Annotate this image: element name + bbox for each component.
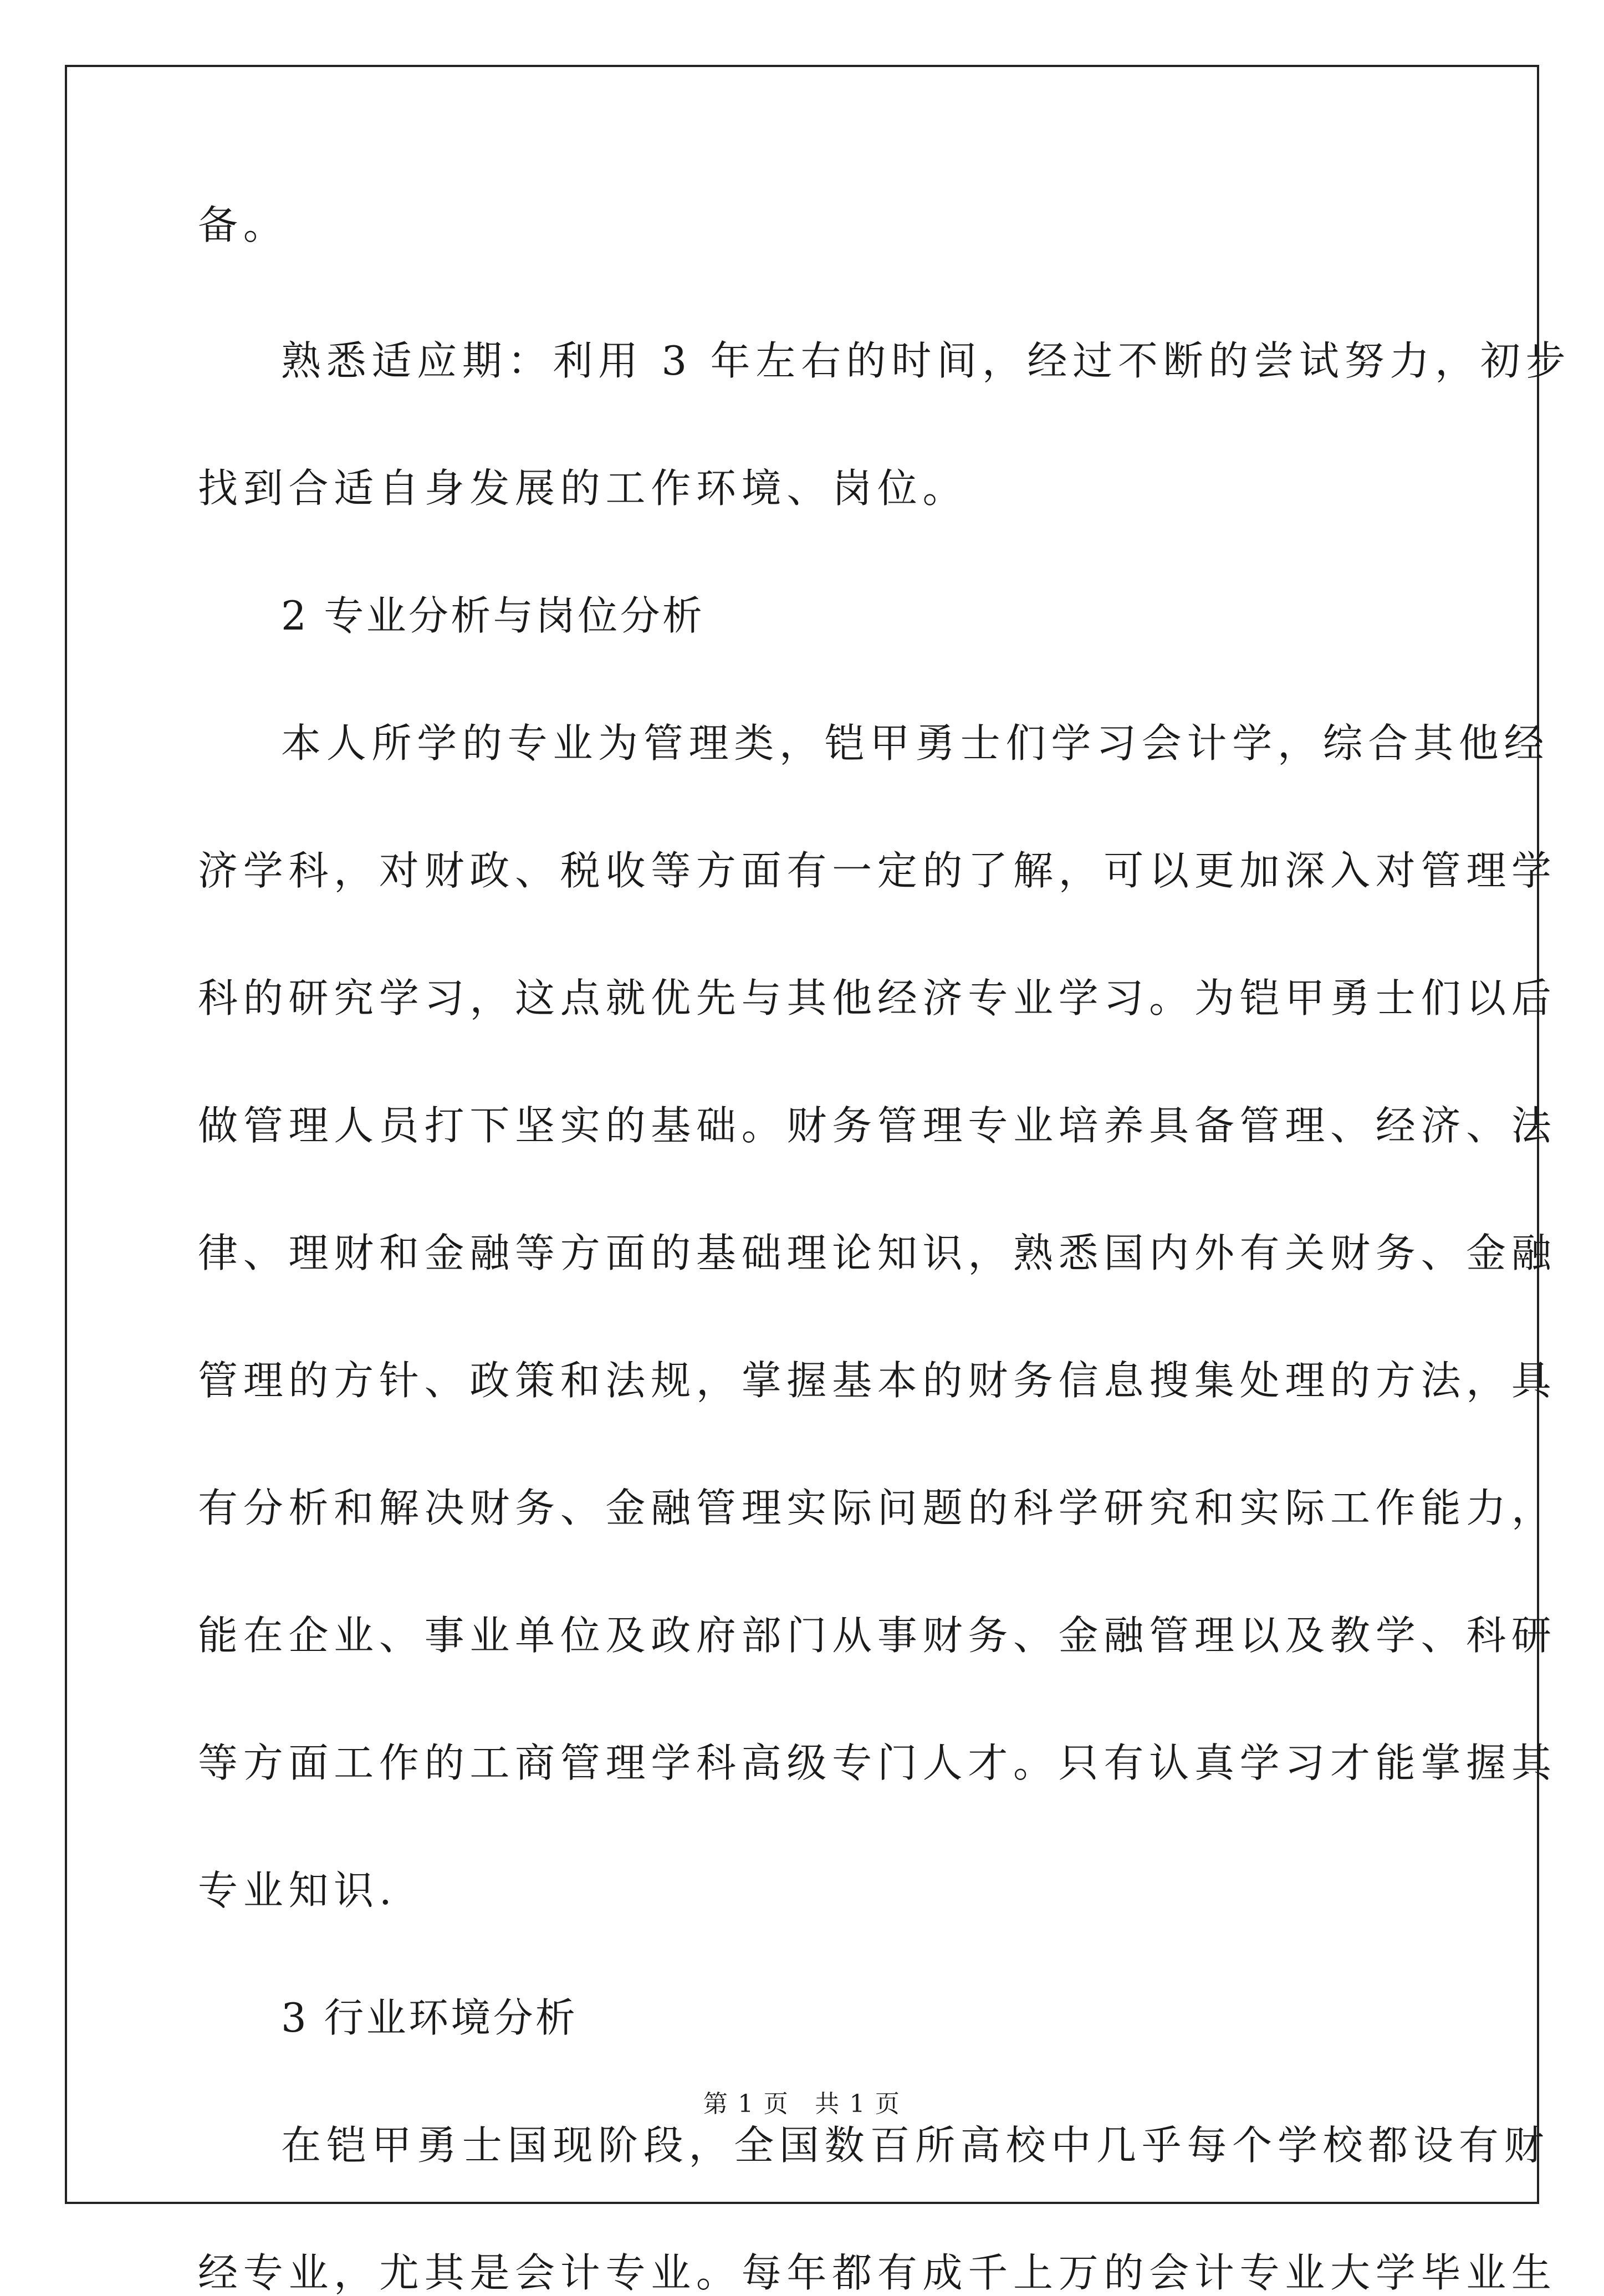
text-line: 律、理财和金融等方面的基础理论知识，熟悉国内外有关财务、金融	[198, 1230, 1557, 1276]
text-line: 能在企业、事业单位及政府部门从事财务、金融管理以及教学、科研	[198, 1612, 1557, 1659]
text-line: 有分析和解决财务、金融管理实际问题的科学研究和实际工作能力，	[198, 1485, 1557, 1531]
section-heading: 3 行业环境分析	[281, 1995, 578, 2041]
section-heading: 2 专业分析与岗位分析	[281, 592, 705, 639]
paragraph-start: 熟悉适应期：利用 3 年左右的时间，经过不断的尝试努力，初步	[281, 338, 1571, 384]
paragraph-start: 本人所学的专业为管理类，铠甲勇士们学习会计学，综合其他经	[281, 720, 1550, 766]
text-line: 专业知识.	[198, 1867, 397, 1914]
paragraph-start: 在铠甲勇士国现阶段，全国数百所高校中几乎每个学校都设有财	[281, 2122, 1550, 2169]
text-line: 找到合适自身发展的工作环境、岗位。	[198, 465, 968, 512]
page-number-footer: 第 1 页 共 1 页	[703, 2090, 901, 2118]
text-line: 备。	[198, 202, 289, 248]
text-line: 管理的方针、政策和法规，掌握基本的财务信息搜集处理的方法，具	[198, 1357, 1557, 1404]
text-line: 科的研究学习，这点就优先与其他经济专业学习。为铠甲勇士们以后	[198, 975, 1557, 1021]
text-line: 做管理人员打下坚实的基础。财务管理专业培养具备管理、经济、法	[198, 1102, 1557, 1149]
text-line: 经专业，尤其是会计专业。每年都有成千上万的会计专业大学毕业生	[198, 2249, 1557, 2296]
text-line: 济学科，对财政、税收等方面有一定的了解，可以更加深入对管理学	[198, 847, 1557, 894]
text-line: 等方面工作的工商管理学科高级专门人才。只有认真学习才能掌握其	[198, 1740, 1557, 1786]
